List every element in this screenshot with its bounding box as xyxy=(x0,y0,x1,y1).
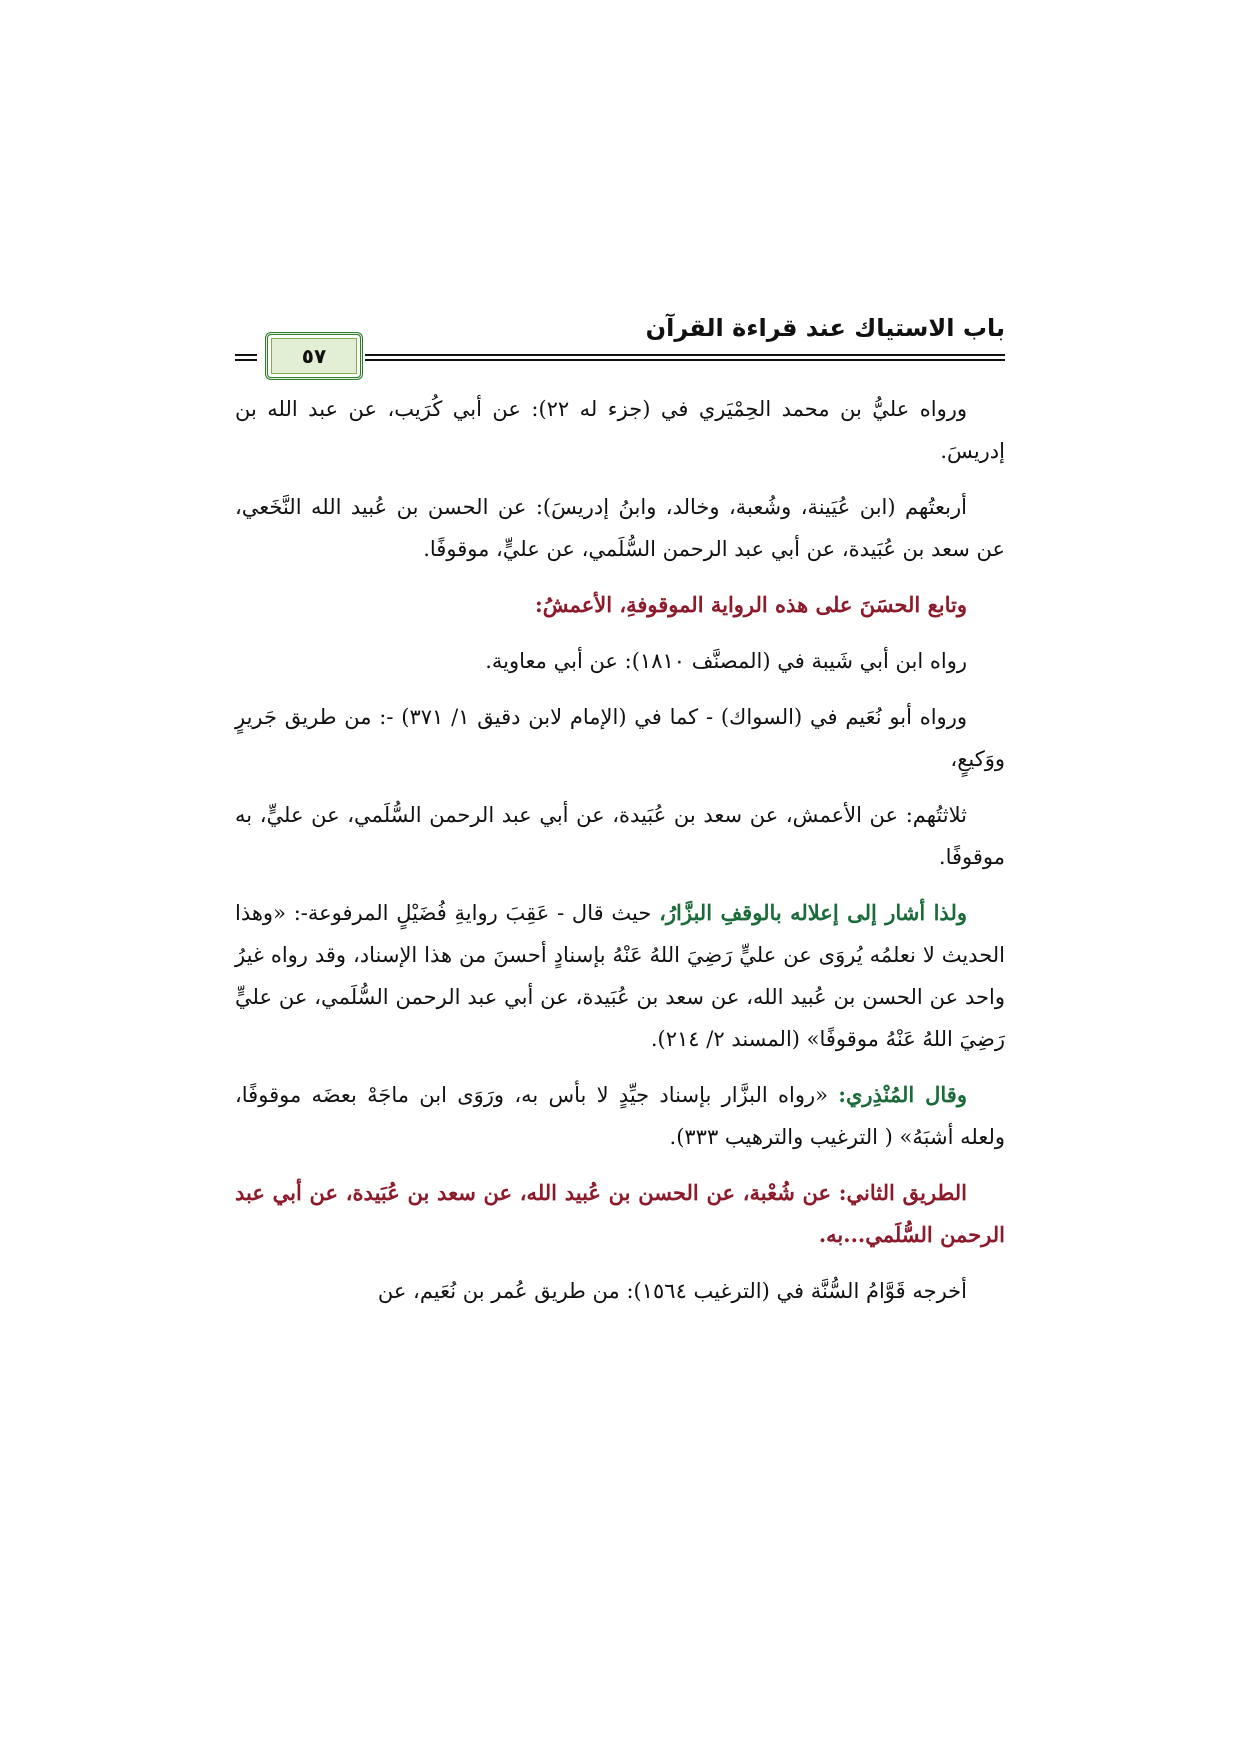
paragraph xyxy=(235,1270,1005,1312)
paragraph-text: «رواه البزَّار بإسناد جيِّدٍ لا بأس به، ورَوَى ابن ماجَهْ بعضَه موقوفًا، ولعله أشبَهُ» ( الترغيب والترهيب ٣٣٣). xyxy=(235,1083,1005,1149)
paragraph xyxy=(235,640,1005,682)
paragraph-text: أربعتُهم (ابن عُيَينة، وشُعبة، وخالد، وابنُ إدريسَ): عن الحسن بن عُبيد الله النَّخَعي، عن سعد بن عُبَيدة، عن أبي عبد الرحمن السُّلَمي، عن عليٍّ، موقوفًا. xyxy=(235,495,1005,561)
paragraph xyxy=(235,892,1005,1060)
lead-phrase: ولذا أشار إلى إعلاله بالوقفِ البزَّارُ، xyxy=(659,900,967,925)
paragraph xyxy=(235,388,1005,472)
paragraph xyxy=(235,1074,1005,1158)
page-number-badge xyxy=(265,332,363,380)
section-heading xyxy=(235,1172,1005,1256)
paragraph-text: حيث قال - عَقِبَ روايةِ فُضَيْلٍ المرفوعة-: «وهذا الحديث لا نعلمُه يُروَى عن عليٍّ رَضِيَ اللهُ عَنْهُ بإسنادٍ أحسنَ من هذا الإسناد، وقد رواه غيرُ واحد عن الحسن بن عُبيد الله، عن سعد بن عُبَيدة، عن أبي عبد الرحمن السُّلَمي، عن عليٍّ رَضِيَ اللهُ عَنْهُ موقوفًا» (المسند ٢/ ٢١٤). xyxy=(235,901,1005,1051)
chapter-title: باب الاستياك عند قراءة القرآن xyxy=(645,314,1005,342)
page-header xyxy=(235,300,1005,380)
paragraph-text: ثلاثتُهم: عن الأعمش، عن سعد بن عُبَيدة، عن أبي عبد الرحمن السُّلَمي، عن عليٍّ، به موقوفًا. xyxy=(235,803,1005,869)
paragraph xyxy=(235,696,1005,780)
paragraph xyxy=(235,486,1005,570)
header-rule xyxy=(365,354,1005,361)
section-heading xyxy=(235,584,1005,626)
page-number: ٥٧ xyxy=(301,344,327,368)
book-page xyxy=(235,300,1005,1326)
lead-phrase: وقال المُنْذِري: xyxy=(838,1082,967,1107)
page-body xyxy=(235,388,1005,1312)
paragraph-text: ورواه أبو نُعَيم في (السواك) - كما في (الإمام لابن دقيق ١/ ٣٧١) -: من طريق جَريرٍ ووَكيعٍ، xyxy=(235,705,1005,771)
heading-text: وتابع الحسَنَ على هذه الرواية الموقوفةِ، الأعمشُ: xyxy=(535,592,967,617)
paragraph-text: رواه ابن أبي شَيبة في (المصنَّف ١٨١٠): عن أبي معاوية. xyxy=(485,649,967,673)
paragraph xyxy=(235,794,1005,878)
paragraph-text: أخرجه قَوَّامُ السُّنَّة في (الترغيب ١٥٦٤): من طريق عُمر بن نُعَيم، عن xyxy=(377,1279,967,1303)
paragraph-text: ورواه عليُّ بن محمد الحِمْيَري في (جزء له ٢٢): عن أبي كُرَيب، عن عبد الله بن إدريسَ. xyxy=(235,397,1005,463)
header-rule-left xyxy=(235,354,257,361)
heading-text: الطريق الثاني: عن شُعْبة، عن الحسن بن عُبيد الله، عن سعد بن عُبَيدة، عن أبي عبد الرحمن السُّلَمي...به. xyxy=(235,1180,1005,1247)
